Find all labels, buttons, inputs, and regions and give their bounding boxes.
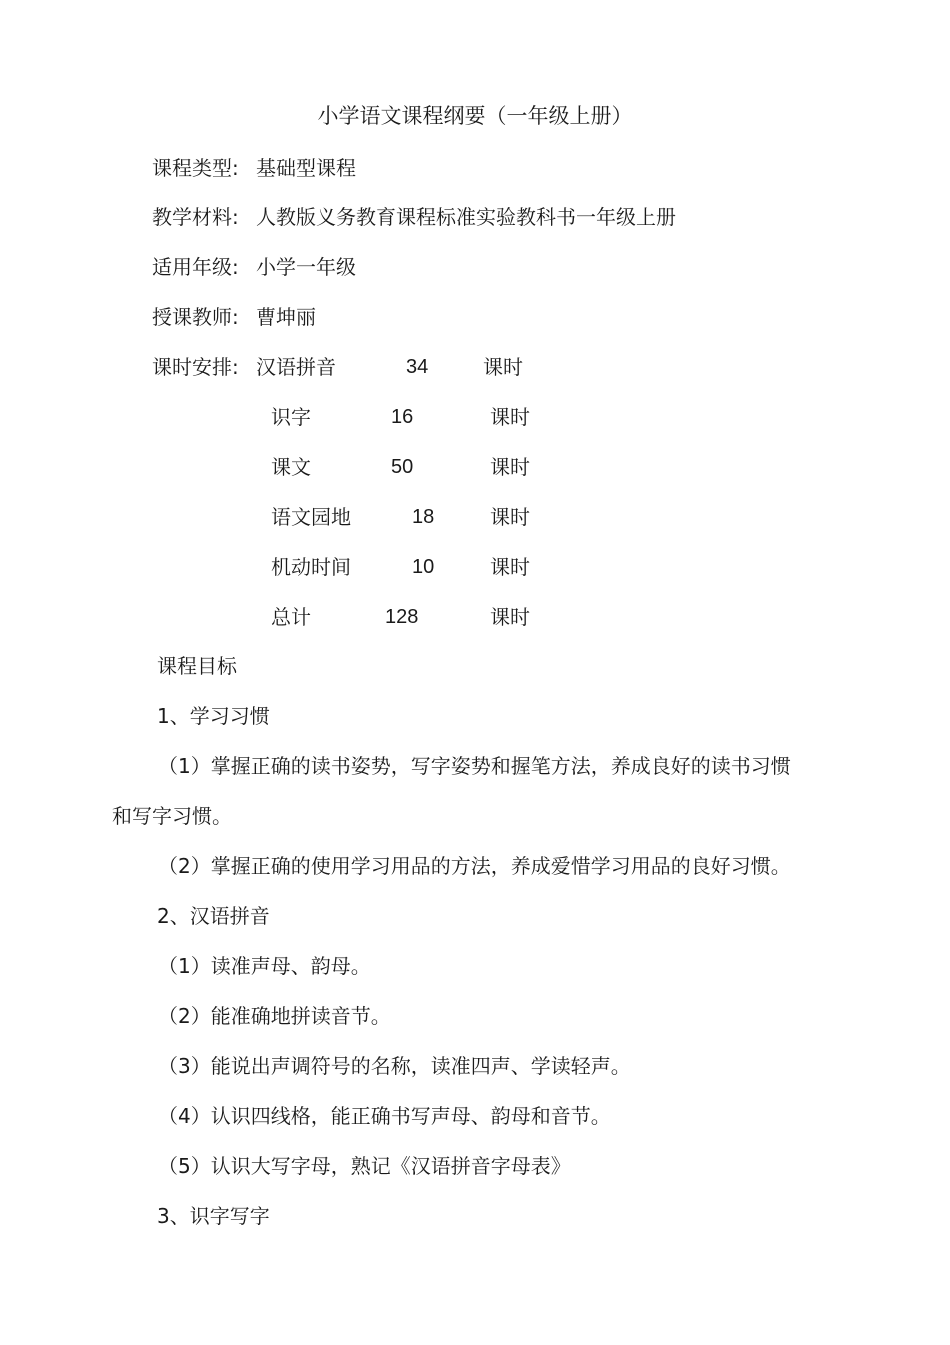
schedule-hours: 50	[391, 456, 414, 478]
paragraph: 和写字习惯。	[112, 804, 232, 828]
list-item: （5）认识大写字母，熟记《汉语拼音字母表》	[158, 1154, 571, 1178]
schedule-label: 课时安排:	[152, 355, 239, 379]
material-label: 教学材料:	[152, 205, 239, 229]
schedule-hours: 34	[406, 356, 429, 378]
schedule-item: 总计	[271, 605, 311, 629]
grade-label: 适用年级:	[152, 255, 239, 279]
schedule-unit: 课时	[490, 405, 530, 429]
list-item: （3）能说出声调符号的名称，读准四声、学读轻声。	[158, 1054, 631, 1078]
schedule-hours: 10	[412, 556, 435, 578]
schedule-item: 汉语拼音	[256, 355, 336, 379]
section-heading: 1、学习习惯	[157, 704, 270, 728]
section-heading: 3、识字写字	[157, 1204, 270, 1228]
section-heading: 2、汉语拼音	[157, 904, 270, 928]
schedule-hours: 128	[385, 606, 419, 628]
schedule-unit: 课时	[490, 555, 530, 579]
document-title: 小学语文课程纲要（一年级上册）	[317, 104, 633, 128]
schedule-unit: 课时	[490, 505, 530, 529]
schedule-unit: 课时	[483, 355, 523, 379]
course-type-value: 基础型课程	[256, 156, 356, 180]
paragraph: （2）掌握正确的使用学习用品的方法，养成爱惜学习用品的良好习惯。	[158, 854, 791, 878]
grade-value: 小学一年级	[256, 255, 356, 279]
schedule-item: 课文	[271, 455, 311, 479]
list-item: （2）能准确地拼读音节。	[158, 1004, 391, 1028]
schedule-unit: 课时	[490, 455, 530, 479]
list-item: （4）认识四线格，能正确书写声母、韵母和音节。	[158, 1104, 611, 1128]
schedule-item: 识字	[271, 405, 311, 429]
paragraph: （1）掌握正确的读书姿势，写字姿势和握笔方法，养成良好的读书习惯	[158, 754, 791, 778]
goals-heading: 课程目标	[157, 654, 237, 678]
schedule-hours: 18	[412, 506, 435, 528]
list-item: （1）读准声母、韵母。	[158, 954, 371, 978]
teacher-value: 曹坤丽	[256, 305, 316, 329]
schedule-hours: 16	[391, 406, 414, 428]
schedule-item: 机动时间	[271, 555, 351, 579]
schedule-unit: 课时	[490, 605, 530, 629]
course-type-label: 课程类型:	[152, 156, 239, 180]
schedule-item: 语文园地	[271, 505, 351, 529]
teacher-label: 授课教师:	[152, 305, 239, 329]
material-value: 人教版义务教育课程标准实验教科书一年级上册	[256, 205, 676, 229]
